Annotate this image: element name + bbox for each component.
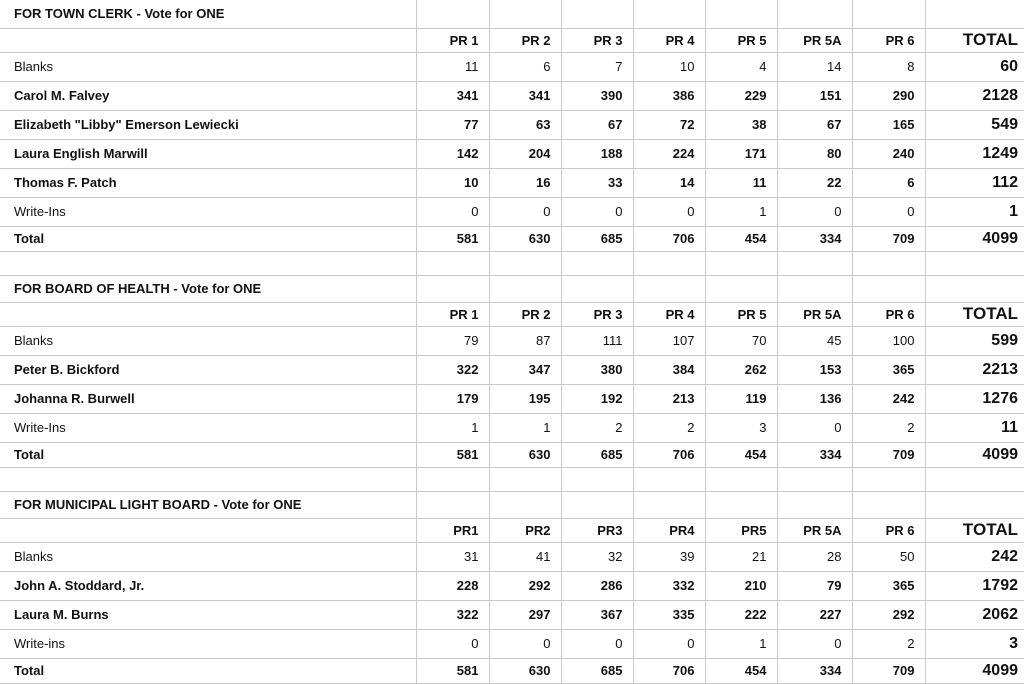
row-total-cell: 1792 bbox=[925, 571, 1024, 600]
vote-count-cell: 11 bbox=[416, 52, 489, 81]
vote-count-cell: 21 bbox=[705, 542, 777, 571]
vote-count-cell: 242 bbox=[852, 384, 925, 413]
vote-count-cell: 630 bbox=[489, 442, 561, 467]
total-row bbox=[0, 658, 1024, 683]
precinct-column-header: PR3 bbox=[561, 518, 633, 542]
vote-count-cell: 367 bbox=[561, 600, 633, 629]
vote-count-cell: 2 bbox=[561, 413, 633, 442]
vote-count-cell: 87 bbox=[489, 326, 561, 355]
candidate-row bbox=[0, 197, 1024, 226]
vote-count-cell: 8 bbox=[852, 52, 925, 81]
empty-cell bbox=[489, 0, 561, 28]
vote-count-cell: 151 bbox=[777, 81, 852, 110]
candidate-row bbox=[0, 571, 1024, 600]
empty-cell bbox=[777, 491, 852, 518]
precinct-column-header: PR 6 bbox=[852, 518, 925, 542]
vote-count-cell: 1 bbox=[416, 413, 489, 442]
row-total-cell: 1276 bbox=[925, 384, 1024, 413]
precinct-column-header: PR 5 bbox=[705, 302, 777, 326]
empty-cell bbox=[0, 28, 416, 52]
vote-count-cell: 0 bbox=[633, 197, 705, 226]
empty-cell bbox=[561, 251, 633, 275]
row-label: Total bbox=[0, 226, 416, 251]
vote-count-cell: 709 bbox=[852, 442, 925, 467]
row-total-cell: 2128 bbox=[925, 81, 1024, 110]
vote-count-cell: 630 bbox=[489, 658, 561, 683]
vote-count-cell: 365 bbox=[852, 355, 925, 384]
vote-count-cell: 685 bbox=[561, 442, 633, 467]
vote-count-cell: 16 bbox=[489, 168, 561, 197]
vote-count-cell: 39 bbox=[633, 542, 705, 571]
precinct-column-header: PR 1 bbox=[416, 28, 489, 52]
empty-cell bbox=[925, 0, 1024, 28]
empty-cell bbox=[925, 251, 1024, 275]
precinct-column-header: PR 4 bbox=[633, 302, 705, 326]
section-title-row bbox=[0, 275, 1024, 302]
column-header-row bbox=[0, 518, 1024, 542]
vote-count-cell: 2 bbox=[852, 413, 925, 442]
vote-count-cell: 454 bbox=[705, 226, 777, 251]
vote-count-cell: 6 bbox=[852, 168, 925, 197]
empty-cell bbox=[489, 491, 561, 518]
vote-count-cell: 153 bbox=[777, 355, 852, 384]
vote-count-cell: 1 bbox=[705, 629, 777, 658]
row-label: John A. Stoddard, Jr. bbox=[0, 571, 416, 600]
precinct-column-header: PR4 bbox=[633, 518, 705, 542]
vote-count-cell: 1 bbox=[489, 413, 561, 442]
vote-count-cell: 14 bbox=[633, 168, 705, 197]
vote-count-cell: 380 bbox=[561, 355, 633, 384]
vote-count-cell: 0 bbox=[777, 413, 852, 442]
precinct-column-header: PR 2 bbox=[489, 302, 561, 326]
row-label: Laura English Marwill bbox=[0, 139, 416, 168]
precinct-column-header: PR 2 bbox=[489, 28, 561, 52]
row-label: Blanks bbox=[0, 326, 416, 355]
empty-cell bbox=[633, 467, 705, 491]
vote-count-cell: 0 bbox=[633, 629, 705, 658]
precinct-column-header: PR 3 bbox=[561, 28, 633, 52]
vote-count-cell: 63 bbox=[489, 110, 561, 139]
vote-count-cell: 171 bbox=[705, 139, 777, 168]
vote-count-cell: 227 bbox=[777, 600, 852, 629]
vote-count-cell: 31 bbox=[416, 542, 489, 571]
vote-count-cell: 262 bbox=[705, 355, 777, 384]
vote-count-cell: 228 bbox=[416, 571, 489, 600]
empty-cell bbox=[561, 0, 633, 28]
vote-count-cell: 1 bbox=[705, 197, 777, 226]
row-total-cell: 549 bbox=[925, 110, 1024, 139]
row-total-cell: 1249 bbox=[925, 139, 1024, 168]
vote-count-cell: 107 bbox=[633, 326, 705, 355]
vote-count-cell: 10 bbox=[416, 168, 489, 197]
empty-cell bbox=[561, 275, 633, 302]
precinct-column-header: PR 1 bbox=[416, 302, 489, 326]
vote-count-cell: 0 bbox=[416, 629, 489, 658]
empty-cell bbox=[852, 467, 925, 491]
row-label: Johanna R. Burwell bbox=[0, 384, 416, 413]
spacer-row bbox=[0, 251, 1024, 275]
vote-count-cell: 341 bbox=[489, 81, 561, 110]
vote-count-cell: 213 bbox=[633, 384, 705, 413]
candidate-row bbox=[0, 81, 1024, 110]
precinct-column-header: PR 5A bbox=[777, 518, 852, 542]
vote-count-cell: 100 bbox=[852, 326, 925, 355]
vote-count-cell: 28 bbox=[777, 542, 852, 571]
candidate-row bbox=[0, 355, 1024, 384]
empty-cell bbox=[633, 251, 705, 275]
vote-count-cell: 0 bbox=[777, 197, 852, 226]
row-total-cell: 60 bbox=[925, 52, 1024, 81]
row-label: Carol M. Falvey bbox=[0, 81, 416, 110]
row-total-cell: 2062 bbox=[925, 600, 1024, 629]
precinct-column-header: PR5 bbox=[705, 518, 777, 542]
vote-count-cell: 224 bbox=[633, 139, 705, 168]
vote-count-cell: 630 bbox=[489, 226, 561, 251]
empty-cell bbox=[777, 251, 852, 275]
precinct-column-header: PR1 bbox=[416, 518, 489, 542]
vote-count-cell: 79 bbox=[777, 571, 852, 600]
vote-count-cell: 581 bbox=[416, 442, 489, 467]
vote-count-cell: 581 bbox=[416, 658, 489, 683]
empty-cell bbox=[0, 302, 416, 326]
section-title: FOR BOARD OF HEALTH - Vote for ONE bbox=[0, 275, 416, 302]
vote-count-cell: 292 bbox=[489, 571, 561, 600]
row-total-cell: 3 bbox=[925, 629, 1024, 658]
total-column-header: TOTAL bbox=[925, 28, 1024, 52]
vote-count-cell: 210 bbox=[705, 571, 777, 600]
vote-count-cell: 706 bbox=[633, 226, 705, 251]
vote-count-cell: 2 bbox=[852, 629, 925, 658]
vote-count-cell: 454 bbox=[705, 442, 777, 467]
candidate-row bbox=[0, 600, 1024, 629]
vote-count-cell: 240 bbox=[852, 139, 925, 168]
vote-count-cell: 334 bbox=[777, 442, 852, 467]
precinct-column-header: PR 5 bbox=[705, 28, 777, 52]
row-label: Laura M. Burns bbox=[0, 600, 416, 629]
vote-count-cell: 4 bbox=[705, 52, 777, 81]
vote-count-cell: 0 bbox=[852, 197, 925, 226]
empty-cell bbox=[777, 467, 852, 491]
empty-cell bbox=[925, 467, 1024, 491]
row-total-cell: 4099 bbox=[925, 226, 1024, 251]
row-label: Elizabeth "Libby" Emerson Lewiecki bbox=[0, 110, 416, 139]
empty-cell bbox=[489, 275, 561, 302]
vote-count-cell: 581 bbox=[416, 226, 489, 251]
vote-count-cell: 7 bbox=[561, 52, 633, 81]
empty-cell bbox=[0, 518, 416, 542]
vote-count-cell: 142 bbox=[416, 139, 489, 168]
row-total-cell: 112 bbox=[925, 168, 1024, 197]
empty-cell bbox=[633, 0, 705, 28]
row-total-cell: 4099 bbox=[925, 442, 1024, 467]
vote-count-cell: 14 bbox=[777, 52, 852, 81]
empty-cell bbox=[416, 0, 489, 28]
empty-cell bbox=[705, 491, 777, 518]
vote-count-cell: 22 bbox=[777, 168, 852, 197]
candidate-row bbox=[0, 542, 1024, 571]
candidate-row bbox=[0, 139, 1024, 168]
candidate-row bbox=[0, 110, 1024, 139]
row-label: Total bbox=[0, 658, 416, 683]
vote-count-cell: 335 bbox=[633, 600, 705, 629]
row-total-cell: 11 bbox=[925, 413, 1024, 442]
vote-count-cell: 111 bbox=[561, 326, 633, 355]
vote-count-cell: 195 bbox=[489, 384, 561, 413]
row-total-cell: 2213 bbox=[925, 355, 1024, 384]
empty-cell bbox=[489, 467, 561, 491]
empty-cell bbox=[416, 251, 489, 275]
vote-count-cell: 334 bbox=[777, 226, 852, 251]
row-label: Peter B. Bickford bbox=[0, 355, 416, 384]
candidate-row bbox=[0, 52, 1024, 81]
vote-count-cell: 10 bbox=[633, 52, 705, 81]
empty-cell bbox=[852, 251, 925, 275]
empty-cell bbox=[0, 251, 416, 275]
empty-cell bbox=[561, 491, 633, 518]
row-label: Blanks bbox=[0, 52, 416, 81]
section-title-row bbox=[0, 491, 1024, 518]
empty-cell bbox=[925, 275, 1024, 302]
vote-count-cell: 322 bbox=[416, 355, 489, 384]
vote-count-cell: 386 bbox=[633, 81, 705, 110]
row-label: Write-Ins bbox=[0, 413, 416, 442]
vote-count-cell: 204 bbox=[489, 139, 561, 168]
vote-count-cell: 709 bbox=[852, 658, 925, 683]
empty-cell bbox=[852, 275, 925, 302]
vote-count-cell: 136 bbox=[777, 384, 852, 413]
empty-cell bbox=[416, 467, 489, 491]
vote-count-cell: 11 bbox=[705, 168, 777, 197]
empty-cell bbox=[705, 467, 777, 491]
precinct-column-header: PR 6 bbox=[852, 28, 925, 52]
row-label: Total bbox=[0, 442, 416, 467]
row-total-cell: 4099 bbox=[925, 658, 1024, 683]
empty-cell bbox=[705, 0, 777, 28]
vote-count-cell: 38 bbox=[705, 110, 777, 139]
vote-count-cell: 0 bbox=[561, 197, 633, 226]
vote-count-cell: 2 bbox=[633, 413, 705, 442]
row-total-cell: 1 bbox=[925, 197, 1024, 226]
precinct-column-header: PR 5A bbox=[777, 28, 852, 52]
vote-count-cell: 709 bbox=[852, 226, 925, 251]
vote-count-cell: 80 bbox=[777, 139, 852, 168]
vote-count-cell: 72 bbox=[633, 110, 705, 139]
vote-count-cell: 192 bbox=[561, 384, 633, 413]
vote-count-cell: 70 bbox=[705, 326, 777, 355]
vote-count-cell: 33 bbox=[561, 168, 633, 197]
vote-count-cell: 290 bbox=[852, 81, 925, 110]
vote-count-cell: 706 bbox=[633, 658, 705, 683]
vote-count-cell: 188 bbox=[561, 139, 633, 168]
vote-count-cell: 77 bbox=[416, 110, 489, 139]
vote-count-cell: 67 bbox=[561, 110, 633, 139]
vote-count-cell: 390 bbox=[561, 81, 633, 110]
vote-count-cell: 229 bbox=[705, 81, 777, 110]
row-label: Blanks bbox=[0, 542, 416, 571]
vote-count-cell: 3 bbox=[705, 413, 777, 442]
vote-count-cell: 334 bbox=[777, 658, 852, 683]
empty-cell bbox=[777, 0, 852, 28]
column-header-row bbox=[0, 302, 1024, 326]
vote-count-cell: 706 bbox=[633, 442, 705, 467]
vote-count-cell: 322 bbox=[416, 600, 489, 629]
candidate-row bbox=[0, 384, 1024, 413]
spacer-row bbox=[0, 467, 1024, 491]
row-total-cell: 599 bbox=[925, 326, 1024, 355]
vote-count-cell: 222 bbox=[705, 600, 777, 629]
vote-count-cell: 0 bbox=[777, 629, 852, 658]
candidate-row bbox=[0, 326, 1024, 355]
empty-cell bbox=[561, 467, 633, 491]
precinct-column-header: PR 5A bbox=[777, 302, 852, 326]
vote-count-cell: 119 bbox=[705, 384, 777, 413]
total-column-header: TOTAL bbox=[925, 518, 1024, 542]
vote-count-cell: 685 bbox=[561, 658, 633, 683]
empty-cell bbox=[705, 275, 777, 302]
empty-cell bbox=[416, 491, 489, 518]
vote-count-cell: 0 bbox=[489, 629, 561, 658]
vote-count-cell: 0 bbox=[561, 629, 633, 658]
empty-cell bbox=[925, 491, 1024, 518]
row-label: Write-ins bbox=[0, 629, 416, 658]
vote-count-cell: 41 bbox=[489, 542, 561, 571]
vote-count-cell: 32 bbox=[561, 542, 633, 571]
column-header-row bbox=[0, 28, 1024, 52]
vote-count-cell: 286 bbox=[561, 571, 633, 600]
section-title: FOR TOWN CLERK - Vote for ONE bbox=[0, 0, 416, 28]
row-label: Thomas F. Patch bbox=[0, 168, 416, 197]
empty-cell bbox=[633, 491, 705, 518]
section-title: FOR MUNICIPAL LIGHT BOARD - Vote for ONE bbox=[0, 491, 416, 518]
precinct-column-header: PR 4 bbox=[633, 28, 705, 52]
candidate-row bbox=[0, 168, 1024, 197]
empty-cell bbox=[777, 275, 852, 302]
vote-count-cell: 165 bbox=[852, 110, 925, 139]
empty-cell bbox=[0, 467, 416, 491]
empty-cell bbox=[705, 251, 777, 275]
candidate-row bbox=[0, 629, 1024, 658]
precinct-column-header: PR 3 bbox=[561, 302, 633, 326]
vote-count-cell: 384 bbox=[633, 355, 705, 384]
vote-count-cell: 292 bbox=[852, 600, 925, 629]
precinct-column-header: PR 6 bbox=[852, 302, 925, 326]
vote-count-cell: 365 bbox=[852, 571, 925, 600]
vote-count-cell: 297 bbox=[489, 600, 561, 629]
total-column-header: TOTAL bbox=[925, 302, 1024, 326]
empty-cell bbox=[852, 491, 925, 518]
vote-count-cell: 341 bbox=[416, 81, 489, 110]
row-label: Write-Ins bbox=[0, 197, 416, 226]
empty-cell bbox=[633, 275, 705, 302]
vote-count-cell: 0 bbox=[489, 197, 561, 226]
vote-count-cell: 50 bbox=[852, 542, 925, 571]
precinct-column-header: PR2 bbox=[489, 518, 561, 542]
candidate-row bbox=[0, 413, 1024, 442]
section-title-row bbox=[0, 0, 1024, 28]
empty-cell bbox=[852, 0, 925, 28]
vote-count-cell: 45 bbox=[777, 326, 852, 355]
vote-count-cell: 347 bbox=[489, 355, 561, 384]
empty-cell bbox=[489, 251, 561, 275]
vote-count-cell: 67 bbox=[777, 110, 852, 139]
vote-count-cell: 0 bbox=[416, 197, 489, 226]
vote-count-cell: 6 bbox=[489, 52, 561, 81]
total-row bbox=[0, 226, 1024, 251]
total-row bbox=[0, 442, 1024, 467]
vote-count-cell: 685 bbox=[561, 226, 633, 251]
vote-count-cell: 79 bbox=[416, 326, 489, 355]
vote-count-cell: 454 bbox=[705, 658, 777, 683]
empty-cell bbox=[416, 275, 489, 302]
vote-count-cell: 332 bbox=[633, 571, 705, 600]
vote-count-cell: 179 bbox=[416, 384, 489, 413]
row-total-cell: 242 bbox=[925, 542, 1024, 571]
